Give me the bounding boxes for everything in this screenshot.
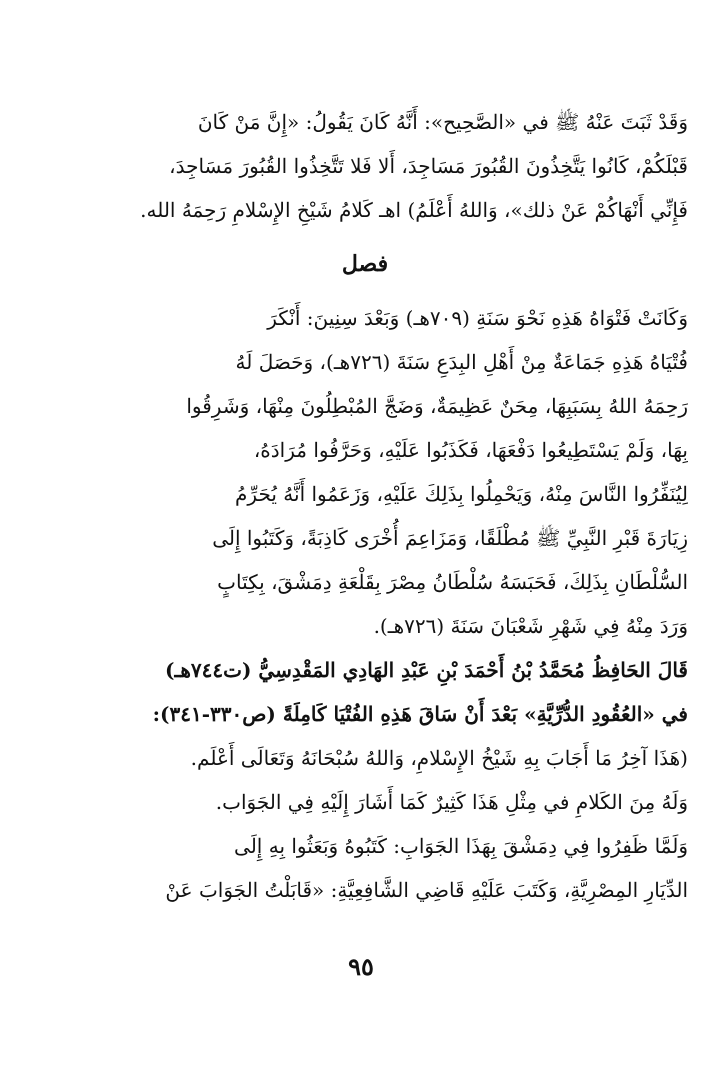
text-line: زِيَارَةَ قَبْرِ النَّبِيِّ ﷺ مُطْلَقًا، وَمَزَاعِمَ أُخْرَى كَاذِبَةً، وَكَتَبُوا إِلَى	[212, 526, 688, 550]
text-line: قَبْلَكُمْ، كَانُوا يَتَّخِذُونَ القُبُورَ مَسَاجِدَ، أَلا فَلا تَتَّخِذُوا القُبُورَ مَسَاجِدَ،	[169, 154, 688, 178]
text-line: رَحِمَهُ اللهُ بِسَبَبِهَا، مِحَنٌ عَظِيمَةٌ، وَضَجَّ المُبْطِلُونَ مِنْهَا، وَشَرِقُوا	[186, 394, 688, 418]
text-line: وَقَدْ ثَبَتَ عَنْهُ ﷺ في «الصَّحِيح»: أَنَّهُ كَانَ يَقُولُ: «إِنَّ مَنْ كَانَ	[197, 110, 688, 134]
text-line: وَلَمَّا ظَفِرُوا فِي دِمَشْقَ بِهَذَا الجَوَابِ: كَتَبُوهُ وَبَعَثُوا بِهِ إِلَى	[234, 834, 688, 858]
text-line: فَإِنِّي أَنْهَاكُمْ عَنْ ذلك»، وَاللهُ أَعْلَمُ) اهـ كَلامُ شَيْخِ الإِسْلامِ رَحِمَهُ الله.	[140, 198, 688, 222]
text-line: فُتْيَاهُ هَذِهِ جَمَاعَةٌ مِنْ أَهْلِ البِدَعِ سَنَةَ (٧٢٦هـ)، وَحَصَلَ لَهُ	[235, 350, 688, 374]
text-line: قَالَ الحَافِظُ مُحَمَّدُ بْنُ أَحْمَدَ بْنِ عَبْدِ الهَادِي المَقْدِسِيُّ (ت٧٤٤هـ)	[165, 658, 688, 682]
section-heading: فصل	[341, 251, 389, 277]
text-line: وَرَدَ مِنْهُ فِي شَهْرِ شَعْبَانَ سَنَةَ (٧٢٦هـ).	[373, 614, 688, 638]
page-text	[42, 100, 688, 912]
page-number: ٩٥	[348, 952, 374, 981]
text-line: لِيُنَفِّرُوا النَّاسَ مِنْهُ، وَيَحْمِلُوا بِذَلِكَ عَلَيْهِ، وَزَعَمُوا أَنَّهُ يُحَرِّمُ	[235, 482, 688, 506]
text-line: في «العُقُودِ الدُّرِّيَّةِ» بَعْدَ أَنْ سَاقَ هَذِهِ الفُتْيَا كَامِلَةً (ص٣٣٠-٣٤١):	[152, 702, 688, 726]
text-line: وَلَهُ مِنَ الكَلامِ في مِثْلِ هَذَا كَثِيرٌ كَمَا أَشَارَ إِلَيْهِ فِي الجَوَاب.	[215, 790, 688, 814]
text-line: بِهَا، وَلَمْ يَسْتَطِيعُوا دَفْعَهَا، فَكَذَبُوا عَلَيْهِ، وَحَرَّفُوا مُرَادَهُ،	[253, 438, 688, 462]
text-line: الدِّيَارِ المِصْرِيَّةِ، وَكَتَبَ عَلَيْهِ قَاضِي الشَّافِعِيَّةِ: «قَابَلْتُ الجَوَابَ عَنْ	[165, 878, 688, 902]
text-line: السُّلْطَانِ بِذَلِكَ، فَحَبَسَهُ سُلْطَانُ مِصْرَ بِقَلْعَةِ دِمَشْقَ، بِكِتَابٍ	[217, 570, 688, 594]
text-line: (هَذَا آخِرُ مَا أَجَابَ بِهِ شَيْخُ الإِسْلامِ، وَاللهُ سُبْحَانَهُ وَتَعَالَى أَعْلَم.	[190, 746, 688, 770]
text-line: وَكَانَتْ فَتْوَاهُ هَذِهِ نَحْوَ سَنَةِ (٧٠٩هـ) وَبَعْدَ سِنِينَ: أَنْكَرَ	[267, 306, 688, 330]
